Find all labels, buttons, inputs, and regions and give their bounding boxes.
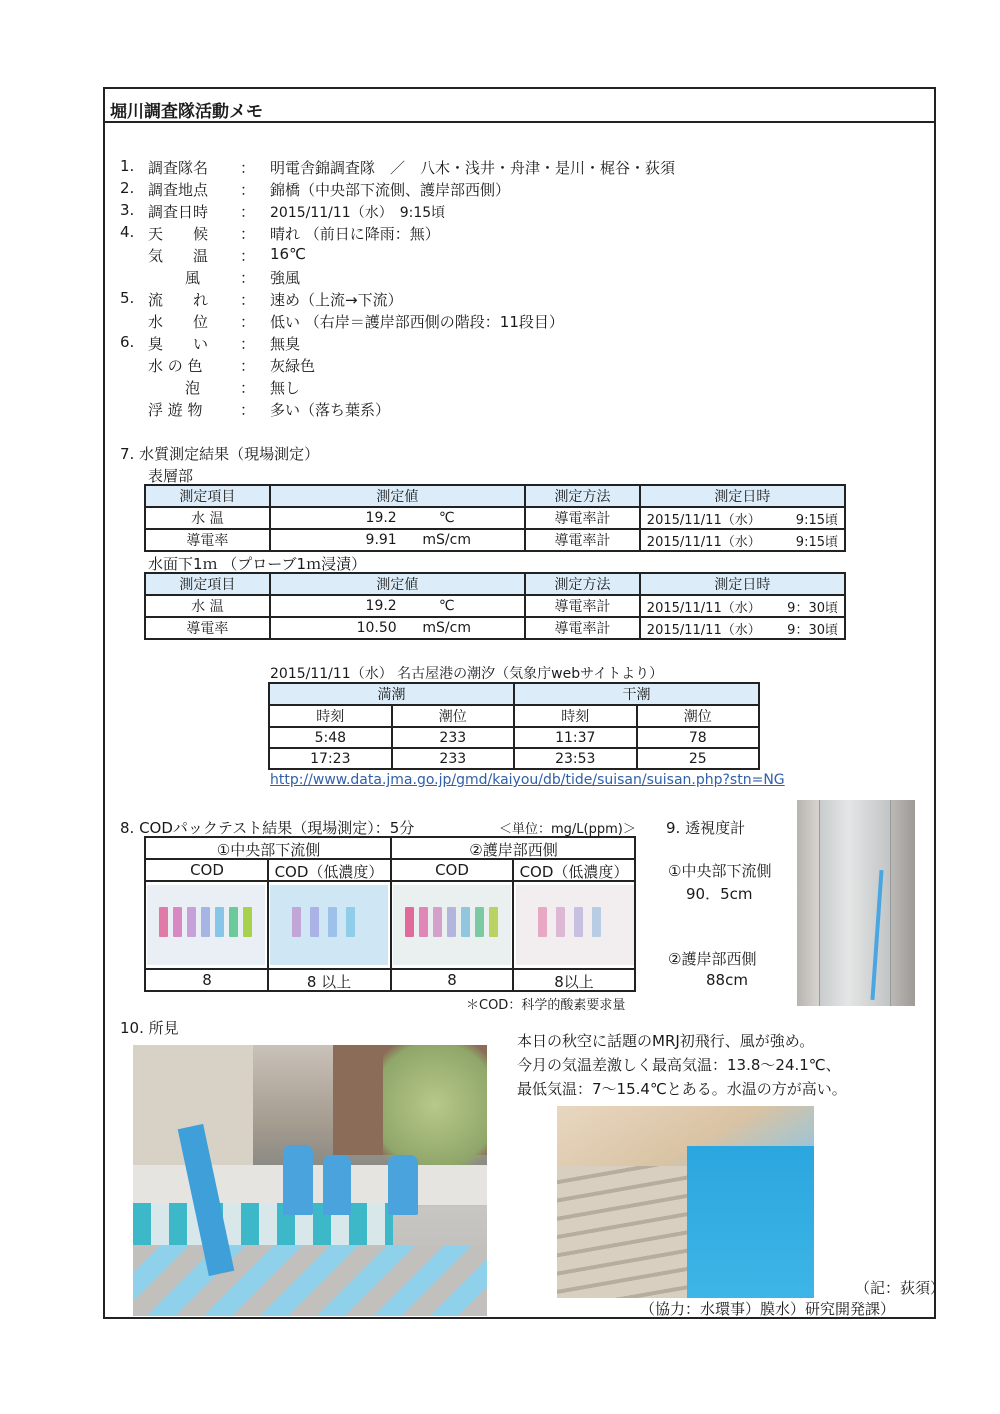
header-cell: 測定方法	[525, 573, 640, 595]
time-text: 9:15頃	[795, 512, 838, 528]
cod-value: 8	[202, 971, 212, 989]
item-num: 4.	[120, 223, 135, 241]
value-number: 10.50	[356, 620, 397, 636]
col-level: 潮位	[637, 705, 759, 727]
test-strip	[489, 907, 498, 937]
writer-credit: （記：荻須）	[855, 1279, 946, 1297]
tide-table	[268, 682, 760, 770]
observation-line: 最低気温：7～15.4℃とある。水温の方が高い。	[517, 1080, 847, 1098]
cell: 25	[637, 748, 759, 769]
table-row	[269, 748, 759, 769]
low-tide-header: 干潮	[514, 683, 759, 705]
river-water	[687, 1146, 814, 1298]
time-text: 9：30頃	[787, 600, 838, 616]
item-num: 5.	[120, 289, 135, 307]
point2-value: 88cm	[706, 971, 748, 989]
person	[283, 1145, 313, 1215]
divider	[512, 860, 514, 990]
table-row	[145, 529, 845, 551]
item-num: 1.	[120, 157, 135, 175]
sidewalk	[133, 1245, 487, 1316]
cell-date	[640, 595, 845, 617]
table-subheader-row	[269, 705, 759, 727]
item-label: 調査地点	[148, 181, 209, 199]
cell: 23:53	[514, 748, 637, 769]
header-cell: 測定日時	[640, 573, 845, 595]
riverbank-photo	[557, 1106, 814, 1298]
item-colon: ：	[240, 335, 256, 353]
cod-photo-4	[516, 885, 634, 965]
time-text: 9:15頃	[795, 534, 838, 550]
test-strip	[592, 907, 601, 937]
transparency-meter-photo	[797, 800, 915, 1006]
section8-heading: 8. CODパックテスト結果（現場測定）：5分	[120, 819, 415, 837]
cell-item: 導電率	[145, 529, 270, 551]
cell-value	[270, 617, 525, 639]
value-unit: ℃	[438, 598, 455, 614]
date-text: 2015/11/11（水）	[646, 600, 761, 616]
point2-label: ②護岸部西側	[668, 950, 757, 968]
value-number: 19.2	[365, 598, 397, 614]
cell-method: 導電率計	[525, 617, 640, 639]
test-strip	[201, 907, 210, 937]
cell: 11:37	[514, 727, 637, 748]
test-strip	[292, 907, 301, 937]
item-value: 明電舎錦調査隊 ／ 八木・浅井・舟津・是川・梶谷・荻須	[270, 159, 676, 177]
item-value: 強風	[270, 269, 301, 287]
item-value: 晴れ （前日に降雨：無）	[270, 225, 440, 243]
test-strip	[556, 907, 565, 937]
person	[323, 1155, 351, 1215]
item-label: 水 の 色	[148, 357, 203, 375]
tide-caption: 2015/11/11（水） 名古屋港の潮汐（気象庁webサイトより）	[270, 666, 664, 682]
cell: 233	[392, 748, 514, 769]
surface-table	[144, 484, 846, 552]
cod-photo-3	[393, 885, 511, 965]
date-text: 2015/11/11（水）	[646, 622, 761, 638]
table-row	[269, 727, 759, 748]
cell-value	[270, 529, 525, 551]
cod-value: 8	[447, 971, 457, 989]
item-num: 2.	[120, 179, 135, 197]
value-number: 9.91	[365, 532, 397, 548]
group2-label: ②護岸部西側	[469, 841, 558, 859]
test-strip	[243, 907, 252, 937]
item-label: 調査隊名	[148, 159, 209, 177]
value-unit: mS/cm	[422, 620, 471, 636]
item-value: 2015/11/11（水） 9:15頃	[270, 205, 446, 221]
cell: 233	[392, 727, 514, 748]
table-header-row	[269, 683, 759, 705]
date-text: 2015/11/11（水）	[646, 534, 761, 550]
item-value: 錦橋（中央部下流側、護岸部西側）	[270, 181, 511, 199]
cell: 17:23	[269, 748, 392, 769]
item-label: 泡	[185, 379, 201, 397]
col-cod: COD	[190, 861, 224, 879]
item-label: 流 れ	[148, 291, 209, 309]
item-value: 低い （右岸＝護岸部西側の階段：11段目）	[270, 313, 564, 331]
cell-item: 導電率	[145, 617, 270, 639]
cell: 78	[637, 727, 759, 748]
cell-value	[270, 595, 525, 617]
cell: 5:48	[269, 727, 392, 748]
item-value: 速め（上流→下流）	[270, 291, 403, 309]
section10-heading: 10. 所見	[120, 1019, 179, 1037]
item-num: 6.	[120, 333, 135, 351]
page-title: 堀川調査隊活動メモ	[110, 102, 263, 122]
header-cell: 測定値	[270, 485, 525, 507]
value-number: 19.2	[365, 510, 397, 526]
cell-date	[640, 617, 845, 639]
col-cod: COD	[435, 861, 469, 879]
cell-method: 導電率計	[525, 595, 640, 617]
test-strip	[229, 907, 238, 937]
divider	[390, 838, 392, 990]
item-colon: ：	[240, 247, 256, 265]
jma-tide-link[interactable]: http://www.data.jma.go.jp/gmd/kaiyou/db/tide/suisan/suisan.php?stn=NG	[270, 772, 785, 788]
col-cod-low: COD（低濃度）	[274, 863, 384, 881]
header-cell: 測定値	[270, 573, 525, 595]
cod-value: 8以上	[554, 973, 594, 991]
col-level: 潮位	[392, 705, 514, 727]
cell-item: 水 温	[145, 595, 270, 617]
section7-heading: 7. 水質測定結果（現場測定）	[120, 445, 320, 463]
test-strip	[405, 907, 414, 937]
header-cell: 測定項目	[145, 485, 270, 507]
table-row	[145, 617, 845, 639]
test-strip	[447, 907, 456, 937]
item-label: 気 温	[148, 247, 209, 265]
cell-item: 水 温	[145, 507, 270, 529]
item-colon: ：	[240, 181, 256, 199]
observation-line: 本日の秋空に話題のMRJ初飛行、風が強め。	[517, 1032, 815, 1050]
depth-table	[144, 572, 846, 640]
cell-date	[640, 529, 845, 551]
cod-footnote: ＊COD：科学的酸素要求量	[466, 998, 626, 1013]
item-colon: ：	[240, 159, 256, 177]
item-colon: ：	[240, 357, 256, 375]
test-strip	[215, 907, 224, 937]
item-label: 調査日時	[148, 203, 209, 221]
item-colon: ：	[240, 203, 256, 221]
stone-steps	[557, 1166, 697, 1298]
cell-method: 導電率計	[525, 529, 640, 551]
date-text: 2015/11/11（水）	[646, 512, 761, 528]
site-photo	[133, 1045, 487, 1316]
cell-date	[640, 507, 845, 529]
unit-note: ＜単位：mg/L(ppm)＞	[499, 822, 636, 837]
item-colon: ：	[240, 401, 256, 419]
test-strip	[159, 907, 168, 937]
cell-value	[270, 507, 525, 529]
observation-line: 今月の気温差激しく最高気温：13.8～24.1℃、	[517, 1056, 841, 1074]
item-value: 灰緑色	[270, 357, 316, 375]
col-time: 時刻	[514, 705, 637, 727]
item-colon: ：	[240, 225, 256, 243]
cod-photo-2	[270, 885, 388, 965]
test-strip	[346, 907, 355, 937]
test-strip	[574, 907, 583, 937]
value-unit: mS/cm	[422, 532, 471, 548]
item-value: 16℃	[270, 245, 306, 263]
high-tide-header: 満潮	[269, 683, 514, 705]
test-strip	[475, 907, 484, 937]
item-colon: ：	[240, 291, 256, 309]
table-header-row	[145, 573, 845, 595]
item-num: 3.	[120, 201, 135, 219]
surface-label: 表層部	[148, 467, 194, 485]
group1-label: ①中央部下流側	[216, 841, 321, 859]
point1-label: ①中央部下流側	[668, 862, 772, 880]
cod-value: 8 以上	[306, 973, 352, 991]
header-cell: 測定日時	[640, 485, 845, 507]
cooperation-credit: （協力：水環事）膜水）研究開発課）	[640, 1300, 896, 1318]
point1-value: 90．5cm	[686, 885, 753, 903]
item-colon: ：	[240, 269, 256, 287]
col-cod-low: COD（低濃度）	[519, 863, 629, 881]
item-value: 無臭	[270, 335, 301, 353]
test-strip	[419, 907, 428, 937]
test-strip	[310, 907, 319, 937]
header-cell: 測定方法	[525, 485, 640, 507]
test-strip	[538, 907, 547, 937]
item-label: 臭 い	[148, 335, 209, 353]
value-unit: ℃	[438, 510, 455, 526]
item-colon: ：	[240, 379, 256, 397]
item-label: 水 位	[148, 313, 209, 331]
col-time: 時刻	[269, 705, 392, 727]
section9-heading: 9. 透視度計	[666, 819, 746, 837]
person	[388, 1155, 418, 1215]
item-colon: ：	[240, 313, 256, 331]
divider	[267, 860, 269, 990]
item-label: 浮 遊 物	[148, 401, 203, 419]
time-text: 9：30頃	[787, 622, 838, 638]
test-strip	[173, 907, 182, 937]
depth-label: 水面下1ｍ （プローブ1ｍ浸漬）	[148, 555, 367, 573]
item-value: 多い（落ち葉系）	[270, 401, 391, 419]
test-strip	[461, 907, 470, 937]
item-label: 天 候	[148, 225, 209, 243]
table-header-row	[145, 485, 845, 507]
test-strip	[187, 907, 196, 937]
cell-method: 導電率計	[525, 507, 640, 529]
table-row	[145, 595, 845, 617]
test-strip	[328, 907, 337, 937]
test-strip	[433, 907, 442, 937]
item-value: 無し	[270, 379, 301, 397]
item-label: 風	[185, 269, 201, 287]
table-row	[145, 507, 845, 529]
cod-photo-1	[147, 885, 265, 965]
header-cell: 測定項目	[145, 573, 270, 595]
